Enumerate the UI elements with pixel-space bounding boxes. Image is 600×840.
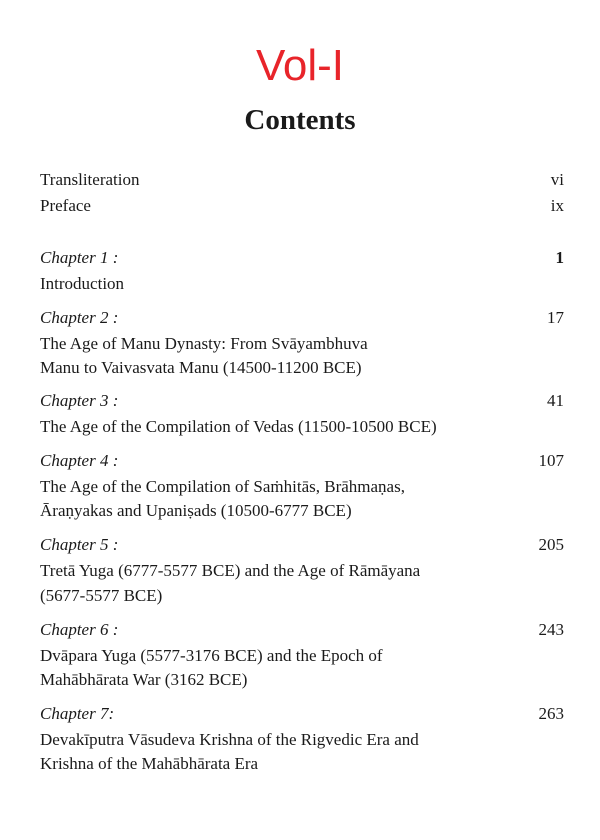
chapter-label: Chapter 1 : <box>40 248 119 267</box>
chapter-label: Chapter 3 : <box>40 391 119 410</box>
chapter-5-title-line: (5677-5577 BCE) <box>40 586 163 605</box>
chapter-7-title-line: Devakīputra Vāsudeva Krishna of the Rigvedic Era and <box>40 730 419 749</box>
toc-entry-page: vi <box>550 170 564 189</box>
chapter-1-header <box>40 247 564 269</box>
chapter-2-title-line: Manu to Vaivasvata Manu (14500-11200 BCE) <box>40 358 362 377</box>
chapter-label: Chapter 6 : <box>40 620 119 639</box>
volume-label: Vol-I <box>255 41 345 90</box>
chapter-4-title-line: The Age of the Compilation of Saṁhitās, Brāhmaṇas, <box>40 477 405 496</box>
chapter-2-title-line: The Age of Manu Dynasty: From Svāyambhuva <box>40 334 368 353</box>
chapter-5-header <box>40 534 564 556</box>
chapter-3-header <box>40 390 564 412</box>
chapter-4-header <box>40 450 564 472</box>
chapter-3-title: The Age of the Compilation of Vedas (11500-10500 BCE) <box>40 417 437 436</box>
chapter-page: 263 <box>538 704 564 723</box>
chapter-page: 205 <box>538 535 564 554</box>
chapter-label: Chapter 4 : <box>40 451 119 470</box>
toc-entry-preface <box>40 195 564 217</box>
chapter-4-title-line: Āraṇyakas and Upaniṣads (10500-6777 BCE) <box>40 501 352 520</box>
toc-entry-title: Transliteration <box>40 170 140 189</box>
chapter-7-header <box>40 703 564 725</box>
chapter-1-title: Introduction <box>40 274 125 293</box>
contents-heading: Contents <box>244 104 356 136</box>
chapter-label: Chapter 7: <box>40 704 115 723</box>
chapter-page: 1 <box>555 248 564 267</box>
chapter-page: 107 <box>538 451 564 470</box>
toc-entry-transliteration <box>40 169 564 191</box>
toc-entry-page: ix <box>550 196 564 215</box>
chapter-2-header <box>40 307 564 329</box>
chapter-6-header <box>40 619 564 641</box>
chapter-label: Chapter 5 : <box>40 535 119 554</box>
chapter-6-title-line: Mahābhārata War (3162 BCE) <box>40 670 248 689</box>
chapter-page: 41 <box>547 391 564 410</box>
chapter-5-title-line: Tretā Yuga (6777-5577 BCE) and the Age of Rāmāyana <box>40 561 421 580</box>
chapter-6-title-line: Dvāpara Yuga (5577-3176 BCE) and the Epoch of <box>40 646 383 665</box>
chapter-page: 17 <box>547 308 564 327</box>
chapter-label: Chapter 2 : <box>40 308 119 327</box>
chapter-7-title-line: Krishna of the Mahābhārata Era <box>40 754 259 773</box>
chapter-page: 243 <box>538 620 564 639</box>
toc-entry-title: Preface <box>40 196 91 215</box>
